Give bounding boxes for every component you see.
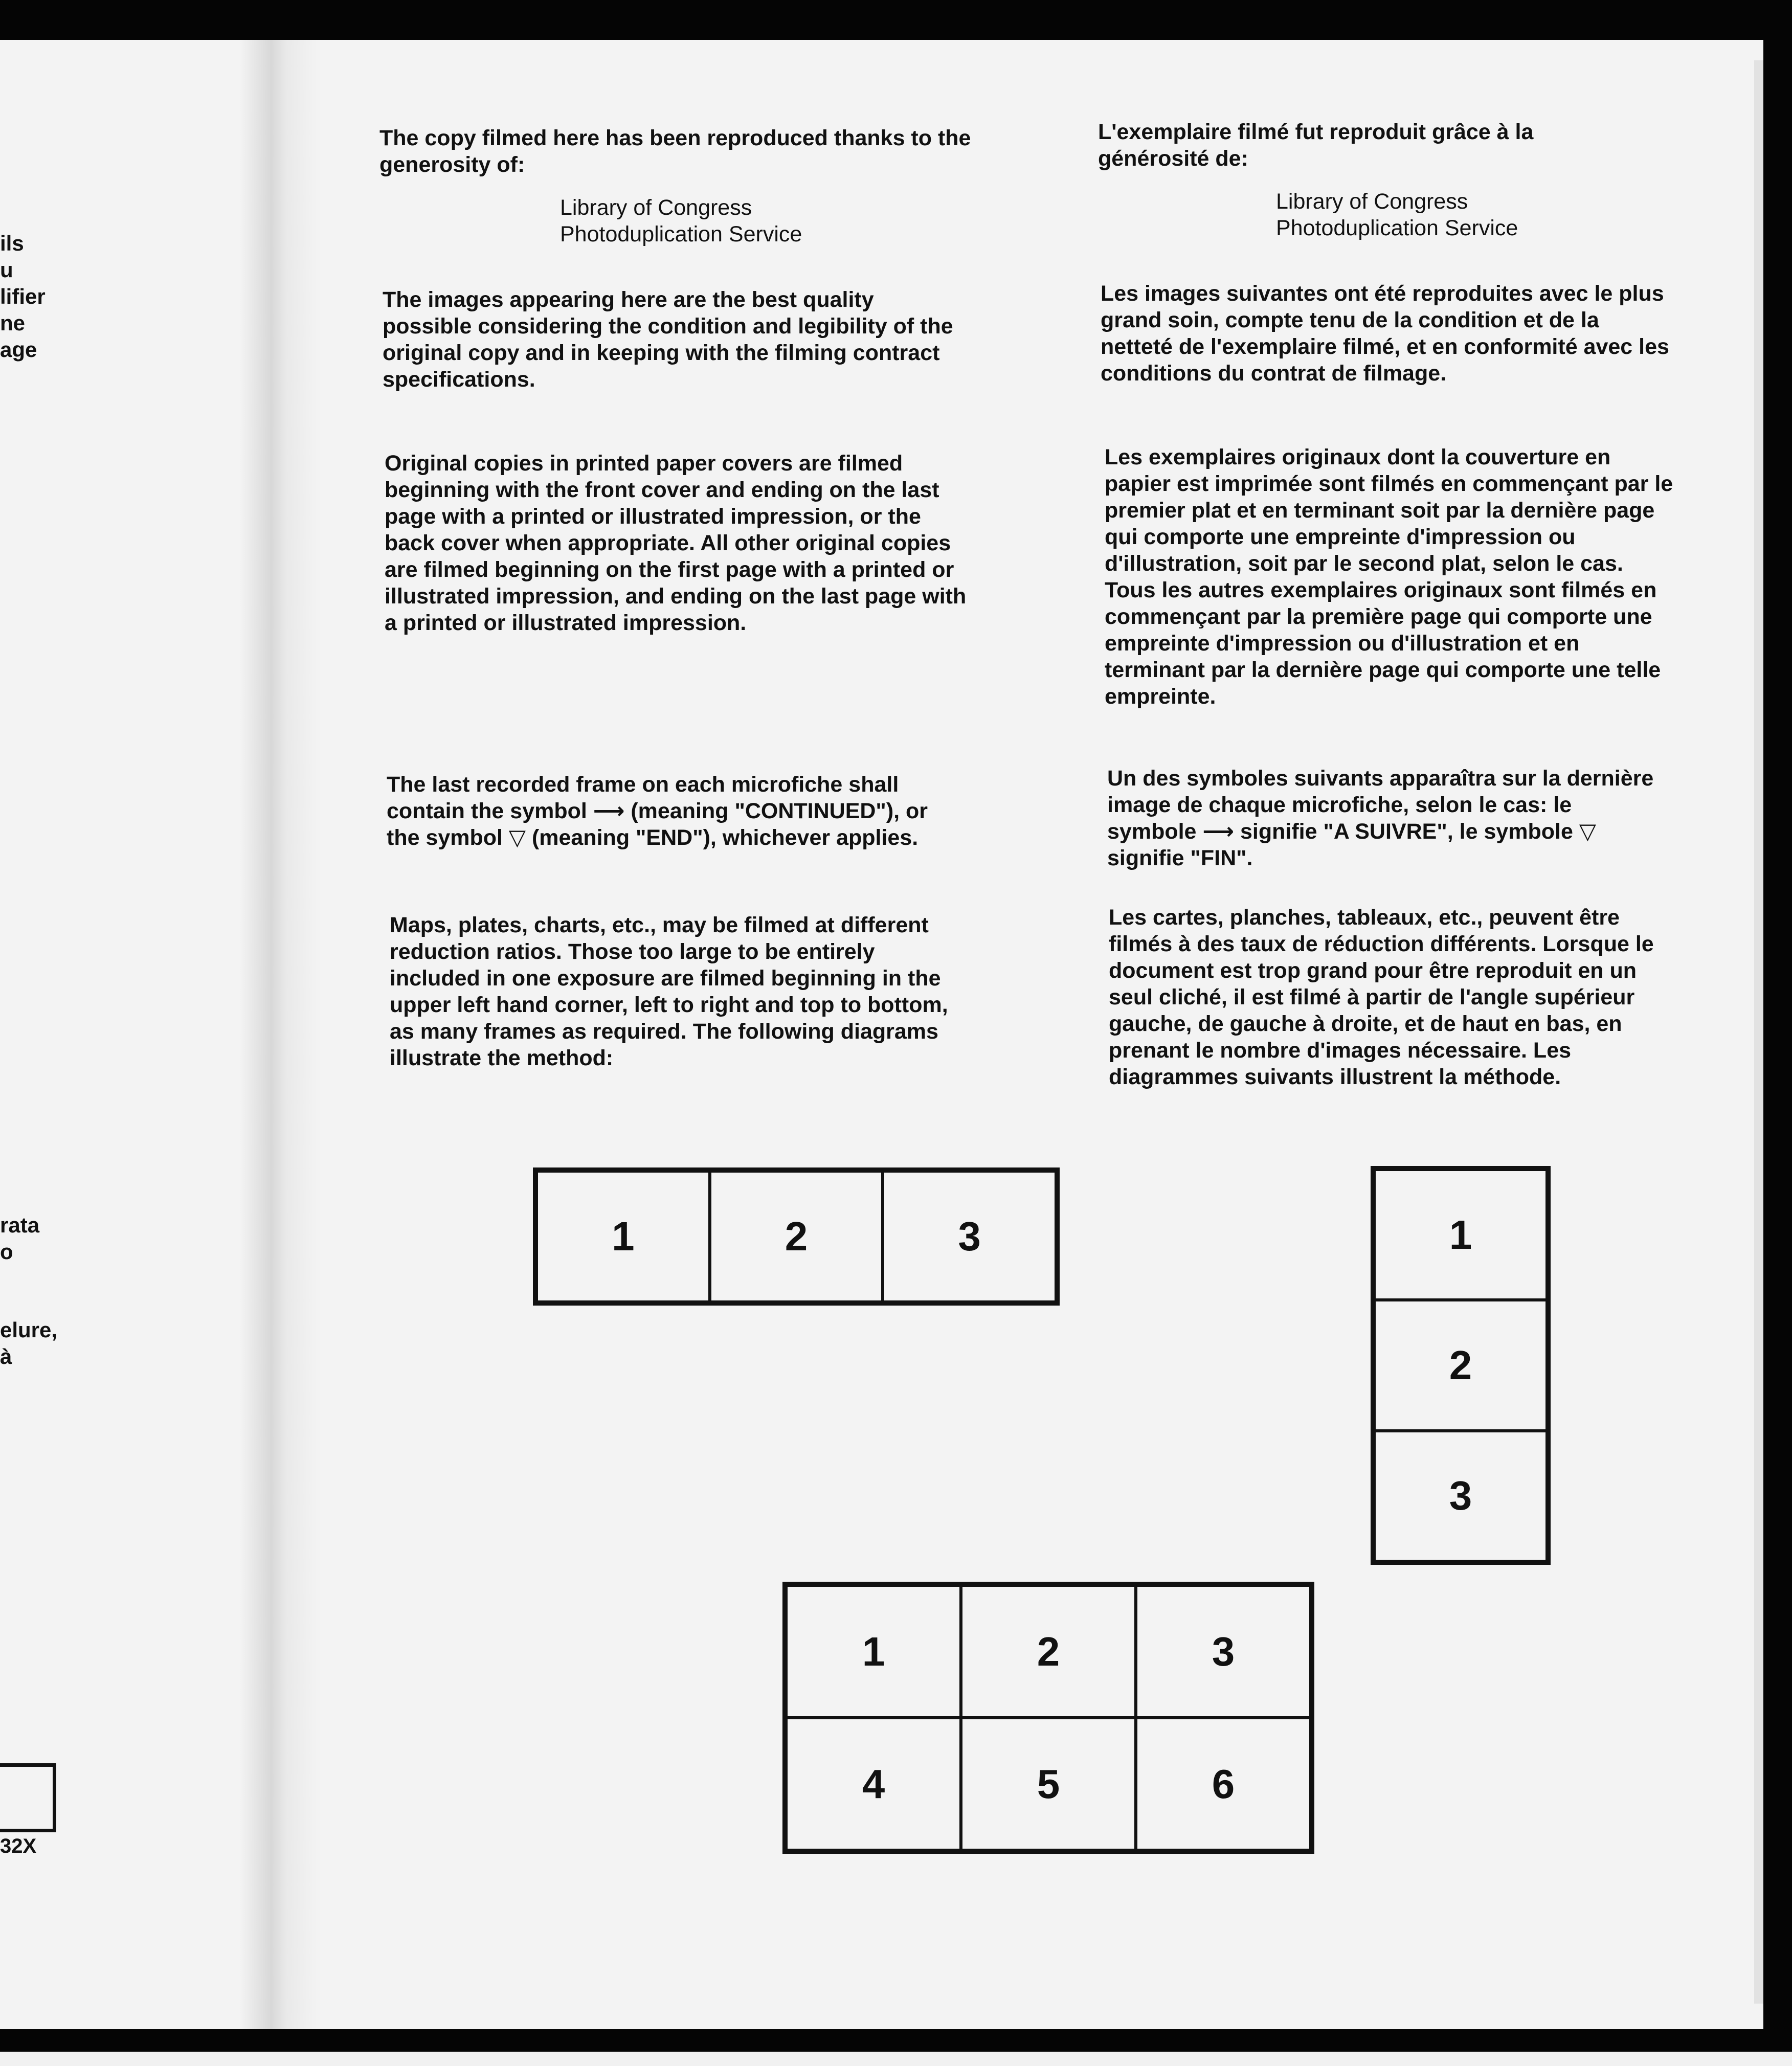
frame-cell: 3 [883, 1171, 1056, 1302]
french-credit-line-1: Library of Congress [1276, 189, 1468, 214]
left-fragment: lifier [0, 284, 46, 308]
french-paragraph-3 [1107, 765, 1660, 871]
english-paragraph-2-text: Original copies in printed paper covers are filmed beginning with the front cover and ending on the last page with a printed or illustrated impression, or the back cover when appropriate. All other original copies are filmed beginning on the first page with a printed or illustrated impression, and ending on the last page with a printed or illustrated impression. [385, 451, 967, 635]
left-fragment: à [0, 1344, 12, 1368]
frame-cell: 2 [961, 1585, 1136, 1718]
english-paragraph-4 [390, 912, 957, 1071]
french-credit-line-2: Photoduplication Service [1276, 216, 1518, 240]
left-fragment: ne [0, 311, 26, 335]
english-credit-line-1: Library of Congress [560, 195, 752, 220]
left-fragment-tag: 32X [0, 1835, 37, 1857]
left-fragment: age [0, 338, 37, 362]
frame-cell: 3 [1374, 1431, 1547, 1561]
english-intro-text: The copy filmed here has been reproduced thanks to the generosity of: [379, 126, 971, 177]
frame-cell: 5 [961, 1718, 1136, 1850]
frame-cell: 6 [1136, 1718, 1311, 1850]
frame-cell: 1 [536, 1171, 710, 1302]
frame-cell: 3 [1136, 1585, 1311, 1718]
diagram-column-three [1371, 1166, 1551, 1565]
english-paragraph-3-text: The last recorded frame on each microfiche shall contain the symbol ⟶ (meaning "CONTINUED"), or the symbol ▽ (meaning "END"), whichever applies. [387, 772, 928, 850]
left-fragment: o [0, 1240, 13, 1264]
diagram-row-three [533, 1167, 1060, 1306]
english-paragraph-1 [383, 286, 955, 393]
left-fragment-block-2 [0, 1212, 39, 1265]
french-intro [1098, 119, 1609, 172]
english-intro [379, 125, 973, 178]
french-paragraph-4 [1109, 904, 1684, 1090]
french-paragraph-4-text: Les cartes, planches, tableaux, etc., peuvent être filmés à des taux de réduction différents. Lorsque le document est trop grand pour être reproduit en un seul cliché, il est filmé à partir de l'angle supérieur gauche, de gauche à droite, et de haut en bas, en prenant le nombre d'images nécessaire. Les diagrammes suivants illustrent la méthode. [1109, 905, 1654, 1089]
english-paragraph-2 [385, 450, 968, 636]
english-paragraph-3 [387, 771, 959, 851]
left-fragment: rata [0, 1213, 40, 1237]
left-fragment: ils [0, 231, 24, 255]
frame-cell: 4 [786, 1718, 961, 1850]
left-fragment-block-1 [0, 230, 46, 363]
left-fragment-box [0, 1763, 56, 1832]
french-paragraph-1-text: Les images suivantes ont été reproduites avec le plus grand soin, compte tenu de la condition et de la netteté de l'exemplaire filmé, et en conformité avec les conditions du contrat de filmage. [1101, 281, 1669, 386]
frame-cell: 1 [786, 1585, 961, 1718]
left-fragment-block-3 [0, 1317, 57, 1370]
french-paragraph-1 [1101, 280, 1676, 387]
french-credit [1276, 188, 1518, 241]
french-paragraph-3-text: Un des symboles suivants apparaîtra sur la dernière image de chaque microfiche, selon le cas: le symbole ⟶ signifie "A SUIVRE", le symbole ▽ signifie "FIN". [1107, 766, 1654, 870]
page-fold-shadow [240, 40, 317, 2029]
french-intro-text: L'exemplaire filmé fut reproduit grâce à la générosité de: [1098, 120, 1534, 171]
frame-cell: 1 [1374, 1170, 1547, 1300]
diagram-grid-six [782, 1582, 1314, 1854]
left-fragment: elure, [0, 1318, 58, 1342]
bottom-border [0, 2052, 1792, 2066]
frame-cell: 2 [1374, 1300, 1547, 1430]
left-fragment: u [0, 258, 13, 282]
english-paragraph-1-text: The images appearing here are the best quality possible considering the condition and legibility of the original copy and in keeping with the filming contract specifications. [383, 287, 953, 392]
english-credit-line-2: Photoduplication Service [560, 222, 802, 246]
french-paragraph-2-text: Les exemplaires originaux dont la couverture en papier est imprimée sont filmés en commençant par le premier plat et en terminant soit par la dernière page qui comporte une empreinte d'impression ou d'illustration, soit par le second plat, selon le cas. Tous les autres exemplaires originaux sont filmés en commençant par la première page qui comporte une empreinte d'impression ou d'illustration et en terminant par la dernière page qui comporte une telle empreinte. [1105, 445, 1673, 709]
frame-cell: 2 [710, 1171, 883, 1302]
french-paragraph-2 [1105, 444, 1677, 710]
english-credit [560, 194, 802, 248]
english-paragraph-4-text: Maps, plates, charts, etc., may be filmed at different reduction ratios. Those too large to be entirely included in one exposure are filmed beginning in the upper left hand corner, left to right and top to bottom, as many frames as required. The following diagrams illustrate the method: [390, 913, 948, 1070]
